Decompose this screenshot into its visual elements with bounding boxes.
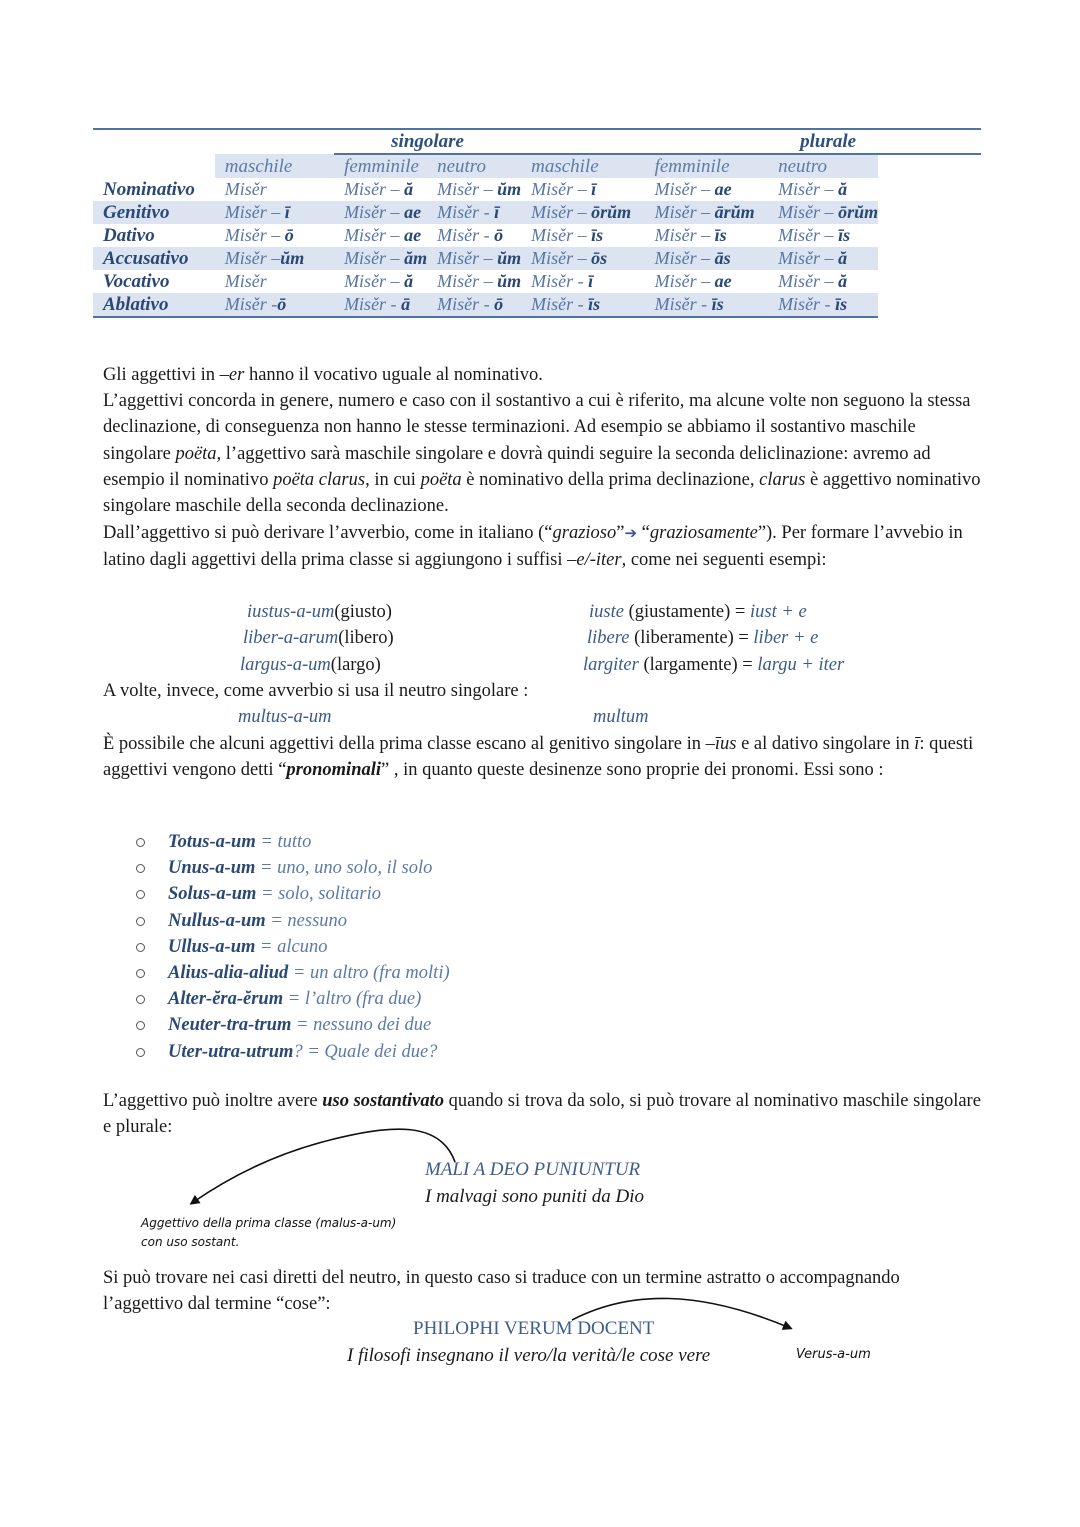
stem: Misěr – xyxy=(224,225,285,245)
paragraph-neuter-direct-cases: Si può trovare nei casi diretti del neutro, in questo caso si traduce con un termine astratto o accompagnando l’aggettivo dal termine “cose”: xyxy=(103,1268,900,1315)
ending: ō xyxy=(277,294,287,314)
ending: ōs xyxy=(591,248,608,268)
stem: Misěr - xyxy=(654,294,712,314)
stem: Misěr – xyxy=(344,225,405,245)
example-adverb: libere (liberamente) = liber + e xyxy=(587,628,819,648)
case-label: Vocativo xyxy=(103,271,170,292)
pronominal-term: Solus-a-um xyxy=(168,884,257,905)
pronominal-meaning: = alcuno xyxy=(255,936,328,957)
ending: ă xyxy=(404,179,414,199)
ending: ŭm xyxy=(497,248,522,268)
stem: Misěr – xyxy=(654,179,715,199)
paragraph-agreement: L’aggettivi concorda in genere, numero e caso con il sostantivo a cui è riferito, ma alcune volte non seguono la stessa declinazione, di conseguenza non hanno le stesse terminazioni. Ad esempio se abbiamo il sostantivo maschile singolare poëta, l’aggettivo sarà maschile singolare e dovrà quindi seguire la seconda deliclinazione: avremo ad esempio il nominativo poëta clarus, in cui poëta è nominativo della prima declinazione, clarus è aggettivo nominativo singolare maschile della seconda declinazione. xyxy=(103,391,981,517)
stem: Misěr – xyxy=(344,202,405,222)
latin-example-verum: PHILOPHI VERUM DOCENT xyxy=(413,1318,655,1339)
ending: īs xyxy=(714,225,727,245)
case-label: Nominativo xyxy=(103,179,195,200)
stem: Misěr – xyxy=(531,202,592,222)
stem: Misěr – xyxy=(224,248,281,268)
stem: Misěr – xyxy=(778,225,839,245)
gender-header: femminile xyxy=(334,154,427,178)
ending: ŭm xyxy=(497,271,522,291)
stem: Misěr – xyxy=(437,248,498,268)
ending: ī xyxy=(494,202,500,222)
neuter-example-adverb: multum xyxy=(593,707,649,727)
stem: Misěr - xyxy=(344,294,402,314)
stem: Misěr – xyxy=(437,271,498,291)
stem: Misěr xyxy=(224,271,267,291)
pronominal-term: Unus-a-um xyxy=(168,858,256,879)
stem: Misěr – xyxy=(778,202,839,222)
annotation-malus: Aggettivo della prima classe (malus-a-um) con uso sostant. xyxy=(141,1216,397,1249)
ending: ae xyxy=(714,179,732,199)
stem: Misěr – xyxy=(344,271,405,291)
arrow-right-icon: ➔ xyxy=(624,526,638,542)
case-label: Genitivo xyxy=(93,201,215,224)
ending: ae xyxy=(404,202,422,222)
example-adjective: largus-a-um(largo) xyxy=(240,655,381,675)
ending: ās xyxy=(714,248,731,268)
pronominal-term: Uter-utra-utrum xyxy=(168,1041,294,1062)
pronominal-meaning: = nessuno dei due xyxy=(291,1015,432,1036)
case-label: Ablativo xyxy=(93,293,215,317)
pronominal-term: Ullus-a-um xyxy=(168,936,256,957)
stem: Misěr - xyxy=(437,294,495,314)
stem: Misěr - xyxy=(531,271,589,291)
paragraph-neuter-adverb: A volte, invece, come avverbio si usa il neutro singolare : xyxy=(103,681,529,701)
stem: Misěr – xyxy=(531,225,592,245)
example-adjective: liber-a-arum(libero) xyxy=(243,628,394,648)
stem: Misěr – xyxy=(531,179,592,199)
ending: ă xyxy=(838,248,848,268)
ending: ŭm xyxy=(497,179,522,199)
translation-mali: I malvagi sono puniti da Dio xyxy=(425,1186,645,1207)
ending: ō xyxy=(494,294,504,314)
annotation-verus: Verus-a-um xyxy=(796,1347,871,1362)
stem: Misěr - xyxy=(437,202,495,222)
ending: īs xyxy=(711,294,724,314)
gender-header: maschile xyxy=(215,154,334,178)
singular-header: singolare xyxy=(334,129,521,154)
stem: Misěr – xyxy=(224,202,285,222)
example-adverb: largiter (largamente) = largu + iter xyxy=(583,655,845,675)
pronominal-term: Alius-alia-aliud xyxy=(168,963,289,984)
stem: Misěr – xyxy=(778,248,839,268)
stem: Misěr – xyxy=(778,179,839,199)
ending: ă xyxy=(838,271,848,291)
neuter-example-adjective: multus-a-um xyxy=(238,707,332,727)
ending: īs xyxy=(838,225,851,245)
pronominal-term: Alter-ĕra-ĕrum xyxy=(168,989,284,1010)
stem: Misěr - xyxy=(778,294,836,314)
stem: Misěr – xyxy=(654,271,715,291)
gender-header: femminile xyxy=(645,154,768,178)
stem: Misěr – xyxy=(344,248,405,268)
plural-header: plurale xyxy=(768,129,878,154)
stem: Misěr – xyxy=(344,179,405,199)
stem: Misěr - xyxy=(531,294,589,314)
ending: īs xyxy=(835,294,848,314)
ending: ŭm xyxy=(280,248,305,268)
stem: Misěr - xyxy=(437,225,495,245)
latin-example-mali: MALI A DEO PUNIUNTUR xyxy=(425,1159,641,1180)
stem: Misěr xyxy=(224,179,267,199)
stem: Misěr – xyxy=(778,271,839,291)
ending: īs xyxy=(591,225,604,245)
ending: ăm xyxy=(404,248,428,268)
ending: ae xyxy=(404,225,422,245)
ending: ī xyxy=(591,179,597,199)
stem: Misěr – xyxy=(654,202,715,222)
case-label: Dativo xyxy=(103,225,155,246)
ending: ō xyxy=(494,225,504,245)
pronominal-meaning: = solo, solitario xyxy=(256,884,381,905)
example-adverb: iuste (giustamente) = iust + e xyxy=(589,602,807,622)
stem: Misěr – xyxy=(654,225,715,245)
gender-header: maschile xyxy=(521,154,644,178)
case-label: Accusativo xyxy=(93,247,215,270)
pronominal-meaning: = l’altro (fra due) xyxy=(283,989,422,1010)
stem: Misěr – xyxy=(437,179,498,199)
ending: ă xyxy=(838,179,848,199)
pronominal-meaning: = uno, uno solo, il solo xyxy=(255,858,433,879)
paragraph-pronominal: È possibile che alcuni aggettivi della prima classe escano al genitivo singolare in –īus e al dativo singolare in ī: questi aggettivi vengono detti “pronominali” , in quanto queste desinenze sono proprie dei pronomi. Essi sono : xyxy=(103,734,974,781)
ending: īs xyxy=(588,294,601,314)
ending: ī xyxy=(284,202,290,222)
pronominal-term: Neuter-tra-trum xyxy=(168,1015,292,1036)
pronominal-term: Nullus-a-um xyxy=(168,910,266,931)
ending: ōrŭm xyxy=(591,202,632,222)
ending: ārŭm xyxy=(714,202,755,222)
stem: Misěr - xyxy=(224,294,278,314)
pronominal-meaning: = nessuno xyxy=(265,910,348,931)
translation-verum: I filosofi insegnano il vero/la verità/le cose vere xyxy=(347,1345,711,1366)
ending: ī xyxy=(588,271,594,291)
paragraph-vocative: Gli aggettivi in –er hanno il vocativo uguale al nominativo. xyxy=(103,365,543,385)
pronominal-meaning: ? = Quale dei due? xyxy=(293,1041,438,1062)
pronominal-meaning: = un altro (fra molti) xyxy=(288,963,450,984)
paragraph-adverb: Dall’aggettivo si può derivare l’avverbio, come in italiano (“grazioso”➔ “graziosamente”). Per formare l’avvebio in latino dagli aggettivi della prima classe si aggiungono i suffisi –e/-iter, come nei seguenti esempi: xyxy=(103,523,963,571)
ending: ōrŭm xyxy=(838,202,879,222)
gender-header: neutro xyxy=(768,154,878,178)
stem: Misěr – xyxy=(531,248,592,268)
ending: ă xyxy=(404,271,414,291)
ending: ō xyxy=(284,225,294,245)
ending: ae xyxy=(714,271,732,291)
stem: Misěr – xyxy=(654,248,715,268)
pronominal-meaning: = tutto xyxy=(255,832,312,852)
paragraph-substantivized: L’aggettivo può inoltre avere uso sostantivato quando si trova da solo, si può trovare al nominativo maschile singolare e plurale: xyxy=(103,1091,981,1138)
example-adjective: iustus-a-um(giusto) xyxy=(247,602,392,622)
ending: ā xyxy=(401,294,411,314)
pronominal-term: Totus-a-um xyxy=(168,832,256,852)
gender-header: neutro xyxy=(427,154,521,178)
